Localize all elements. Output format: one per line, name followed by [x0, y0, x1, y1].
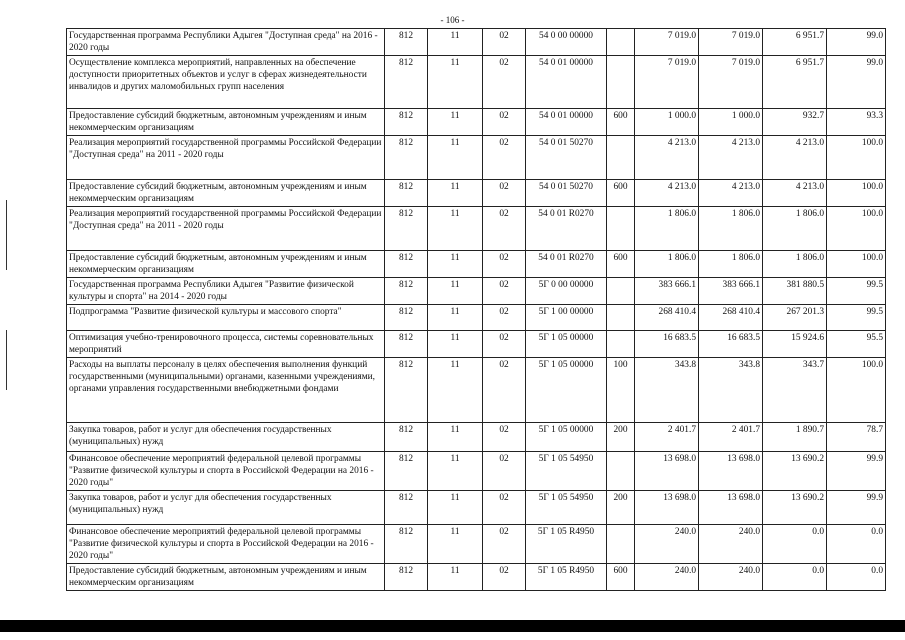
cell-vr	[607, 278, 635, 305]
cell-gr: 812	[385, 29, 428, 56]
cell-gr: 812	[385, 358, 428, 423]
table-row	[67, 423, 886, 452]
cell-name: Государственная программа Республики Адыгея "Доступная среда" на 2016 - 2020 годы	[67, 29, 385, 56]
cell-pct: 78.7	[827, 423, 886, 452]
cell-v3: 267 201.3	[763, 305, 827, 331]
cell-rz: 11	[428, 305, 483, 331]
cell-v1: 1 806.0	[635, 207, 699, 251]
cell-pr: 02	[483, 109, 526, 136]
cell-v3: 4 213.0	[763, 180, 827, 207]
cell-v1: 240.0	[635, 525, 699, 564]
cell-vr: 600	[607, 564, 635, 591]
cell-rz: 11	[428, 180, 483, 207]
cell-pct: 99.9	[827, 452, 886, 491]
cell-v3: 1 806.0	[763, 251, 827, 278]
cell-pct: 100.0	[827, 136, 886, 180]
cell-pct: 99.9	[827, 491, 886, 525]
cell-name: Реализация мероприятий государственной программы Российской Федерации "Доступная среда" на 2011 - 2020 годы	[67, 207, 385, 251]
cell-pct: 93.3	[827, 109, 886, 136]
cell-name: Предоставление субсидий бюджетным, автономным учреждениям и иным некоммерческим организациям	[67, 564, 385, 591]
cell-v1: 1 000.0	[635, 109, 699, 136]
cell-csr: 54 0 01 50270	[526, 136, 607, 180]
cell-name: Предоставление субсидий бюджетным, автономным учреждениям и иным некоммерческим организациям	[67, 109, 385, 136]
cell-pct: 0.0	[827, 564, 886, 591]
cell-rz: 11	[428, 358, 483, 423]
cell-name: Предоставление субсидий бюджетным, автономным учреждениям и иным некоммерческим организациям	[67, 251, 385, 278]
cell-v1: 343.8	[635, 358, 699, 423]
cell-rz: 11	[428, 56, 483, 109]
cell-v2: 7 019.0	[699, 56, 763, 109]
cell-v3: 6 951.7	[763, 29, 827, 56]
cell-pct: 100.0	[827, 207, 886, 251]
cell-vr: 200	[607, 423, 635, 452]
cell-vr: 200	[607, 491, 635, 525]
cell-name: Оптимизация учебно-тренировочного процесса, системы соревновательных мероприятий	[67, 331, 385, 358]
cell-csr: 54 0 01 R0270	[526, 207, 607, 251]
cell-rz: 11	[428, 29, 483, 56]
cell-name: Финансовое обеспечение мероприятий федеральной целевой программы "Развитие физической культуры и спорта в Российской Федерации на 2016 - 2020 годы"	[67, 525, 385, 564]
cell-csr: 54 0 00 00000	[526, 29, 607, 56]
cell-pr: 02	[483, 207, 526, 251]
cell-csr: 54 0 01 00000	[526, 109, 607, 136]
cell-pr: 02	[483, 564, 526, 591]
cell-v3: 381 880.5	[763, 278, 827, 305]
cell-vr: 600	[607, 109, 635, 136]
cell-vr	[607, 452, 635, 491]
cell-rz: 11	[428, 452, 483, 491]
cell-v3: 1 890.7	[763, 423, 827, 452]
cell-csr: 5Г 1 05 00000	[526, 423, 607, 452]
cell-name: Предоставление субсидий бюджетным, автономным учреждениям и иным некоммерческим организациям	[67, 180, 385, 207]
cell-gr: 812	[385, 305, 428, 331]
cell-v2: 4 213.0	[699, 180, 763, 207]
cell-csr: 5Г 1 05 00000	[526, 358, 607, 423]
cell-rz: 11	[428, 564, 483, 591]
cell-csr: 54 0 01 00000	[526, 56, 607, 109]
scan-bottom-edge	[0, 620, 905, 632]
cell-v1: 4 213.0	[635, 136, 699, 180]
cell-v3: 13 690.2	[763, 491, 827, 525]
cell-v3: 15 924.6	[763, 331, 827, 358]
cell-vr	[607, 207, 635, 251]
cell-vr	[607, 331, 635, 358]
table-row	[67, 564, 886, 591]
cell-v1: 4 213.0	[635, 180, 699, 207]
cell-name: Государственная программа Республики Адыгея "Развитие физической культуры и спорта" на 2014 - 2020 годы	[67, 278, 385, 305]
cell-name: Осуществление комплекса мероприятий, направленных на обеспечение доступности приоритетных объектов и услуг в сферах жизнедеятельности инвалидов и других маломобильных групп населения	[67, 56, 385, 109]
cell-vr	[607, 136, 635, 180]
cell-v2: 1 806.0	[699, 251, 763, 278]
cell-pr: 02	[483, 278, 526, 305]
table-row	[67, 109, 886, 136]
left-margin-mark	[6, 330, 7, 390]
cell-vr: 100	[607, 358, 635, 423]
cell-csr: 5Г 0 00 00000	[526, 278, 607, 305]
table-row	[67, 491, 886, 525]
cell-v2: 268 410.4	[699, 305, 763, 331]
cell-name: Расходы на выплаты персоналу в целях обеспечения выполнения функций государственными (муниципальными) органами, казенными учреждениями, органами управления государственными внебюджетными фондами	[67, 358, 385, 423]
table-row	[67, 180, 886, 207]
cell-csr: 5Г 1 05 54950	[526, 491, 607, 525]
cell-pr: 02	[483, 423, 526, 452]
cell-pr: 02	[483, 525, 526, 564]
cell-vr	[607, 29, 635, 56]
cell-name: Финансовое обеспечение мероприятий федеральной целевой программы "Развитие физической культуры и спорта в Российской Федерации на 2016 - 2020 годы"	[67, 452, 385, 491]
cell-v1: 7 019.0	[635, 56, 699, 109]
cell-v1: 240.0	[635, 564, 699, 591]
cell-v2: 13 698.0	[699, 491, 763, 525]
table-row	[67, 136, 886, 180]
cell-gr: 812	[385, 207, 428, 251]
cell-v2: 7 019.0	[699, 29, 763, 56]
cell-pr: 02	[483, 491, 526, 525]
cell-gr: 812	[385, 180, 428, 207]
cell-rz: 11	[428, 251, 483, 278]
cell-pct: 95.5	[827, 331, 886, 358]
cell-name: Реализация мероприятий государственной программы Российской Федерации "Доступная среда" на 2011 - 2020 годы	[67, 136, 385, 180]
cell-name: Закупка товаров, работ и услуг для обеспечения государственных (муниципальных) нужд	[67, 423, 385, 452]
cell-vr	[607, 56, 635, 109]
table-row	[67, 452, 886, 491]
cell-v2: 13 698.0	[699, 452, 763, 491]
cell-v1: 7 019.0	[635, 29, 699, 56]
cell-pr: 02	[483, 358, 526, 423]
cell-v3: 1 806.0	[763, 207, 827, 251]
cell-vr	[607, 525, 635, 564]
cell-rz: 11	[428, 136, 483, 180]
cell-v2: 16 683.5	[699, 331, 763, 358]
cell-rz: 11	[428, 109, 483, 136]
cell-v1: 1 806.0	[635, 251, 699, 278]
cell-pr: 02	[483, 180, 526, 207]
cell-v3: 0.0	[763, 525, 827, 564]
cell-pct: 0.0	[827, 525, 886, 564]
cell-pct: 100.0	[827, 180, 886, 207]
table-row	[67, 29, 886, 56]
table-row	[67, 56, 886, 109]
cell-gr: 812	[385, 564, 428, 591]
cell-rz: 11	[428, 491, 483, 525]
cell-v2: 240.0	[699, 525, 763, 564]
cell-csr: 5Г 1 05 R4950	[526, 525, 607, 564]
budget-table	[66, 28, 886, 591]
cell-gr: 812	[385, 278, 428, 305]
cell-rz: 11	[428, 423, 483, 452]
cell-v2: 1 000.0	[699, 109, 763, 136]
cell-gr: 812	[385, 251, 428, 278]
cell-v1: 16 683.5	[635, 331, 699, 358]
cell-gr: 812	[385, 491, 428, 525]
cell-vr: 600	[607, 180, 635, 207]
cell-pct: 99.5	[827, 278, 886, 305]
cell-v2: 240.0	[699, 564, 763, 591]
cell-pr: 02	[483, 305, 526, 331]
cell-pct: 100.0	[827, 358, 886, 423]
cell-v2: 4 213.0	[699, 136, 763, 180]
table-row	[67, 331, 886, 358]
cell-pr: 02	[483, 29, 526, 56]
cell-gr: 812	[385, 109, 428, 136]
cell-gr: 812	[385, 331, 428, 358]
cell-vr: 600	[607, 251, 635, 278]
cell-v3: 13 690.2	[763, 452, 827, 491]
cell-v2: 1 806.0	[699, 207, 763, 251]
table-row	[67, 278, 886, 305]
cell-pr: 02	[483, 331, 526, 358]
cell-gr: 812	[385, 56, 428, 109]
cell-pr: 02	[483, 251, 526, 278]
cell-v3: 6 951.7	[763, 56, 827, 109]
table-row	[67, 525, 886, 564]
table-row	[67, 305, 886, 331]
cell-v2: 2 401.7	[699, 423, 763, 452]
page-number: - 106 -	[440, 15, 465, 25]
left-margin-mark	[6, 200, 7, 270]
cell-rz: 11	[428, 331, 483, 358]
table-row	[67, 207, 886, 251]
cell-v3: 4 213.0	[763, 136, 827, 180]
cell-v1: 13 698.0	[635, 452, 699, 491]
cell-pct: 99.0	[827, 56, 886, 109]
cell-rz: 11	[428, 525, 483, 564]
cell-csr: 5Г 1 00 00000	[526, 305, 607, 331]
cell-pr: 02	[483, 56, 526, 109]
cell-rz: 11	[428, 278, 483, 305]
cell-v1: 13 698.0	[635, 491, 699, 525]
cell-pr: 02	[483, 452, 526, 491]
cell-csr: 54 0 01 50270	[526, 180, 607, 207]
cell-pct: 100.0	[827, 251, 886, 278]
cell-v3: 0.0	[763, 564, 827, 591]
cell-v3: 343.7	[763, 358, 827, 423]
table-row	[67, 251, 886, 278]
cell-vr	[607, 305, 635, 331]
cell-csr: 5Г 1 05 R4950	[526, 564, 607, 591]
cell-gr: 812	[385, 525, 428, 564]
cell-csr: 54 0 01 R0270	[526, 251, 607, 278]
cell-csr: 5Г 1 05 00000	[526, 331, 607, 358]
cell-v2: 383 666.1	[699, 278, 763, 305]
cell-v1: 2 401.7	[635, 423, 699, 452]
cell-name: Подпрограмма "Развитие физической культуры и массового спорта"	[67, 305, 385, 331]
cell-gr: 812	[385, 136, 428, 180]
cell-v3: 932.7	[763, 109, 827, 136]
cell-pct: 99.5	[827, 305, 886, 331]
cell-pct: 99.0	[827, 29, 886, 56]
cell-rz: 11	[428, 207, 483, 251]
cell-pr: 02	[483, 136, 526, 180]
cell-csr: 5Г 1 05 54950	[526, 452, 607, 491]
cell-name: Закупка товаров, работ и услуг для обеспечения государственных (муниципальных) нужд	[67, 491, 385, 525]
cell-gr: 812	[385, 423, 428, 452]
table-row	[67, 358, 886, 423]
cell-v1: 268 410.4	[635, 305, 699, 331]
cell-v2: 343.8	[699, 358, 763, 423]
cell-gr: 812	[385, 452, 428, 491]
cell-v1: 383 666.1	[635, 278, 699, 305]
